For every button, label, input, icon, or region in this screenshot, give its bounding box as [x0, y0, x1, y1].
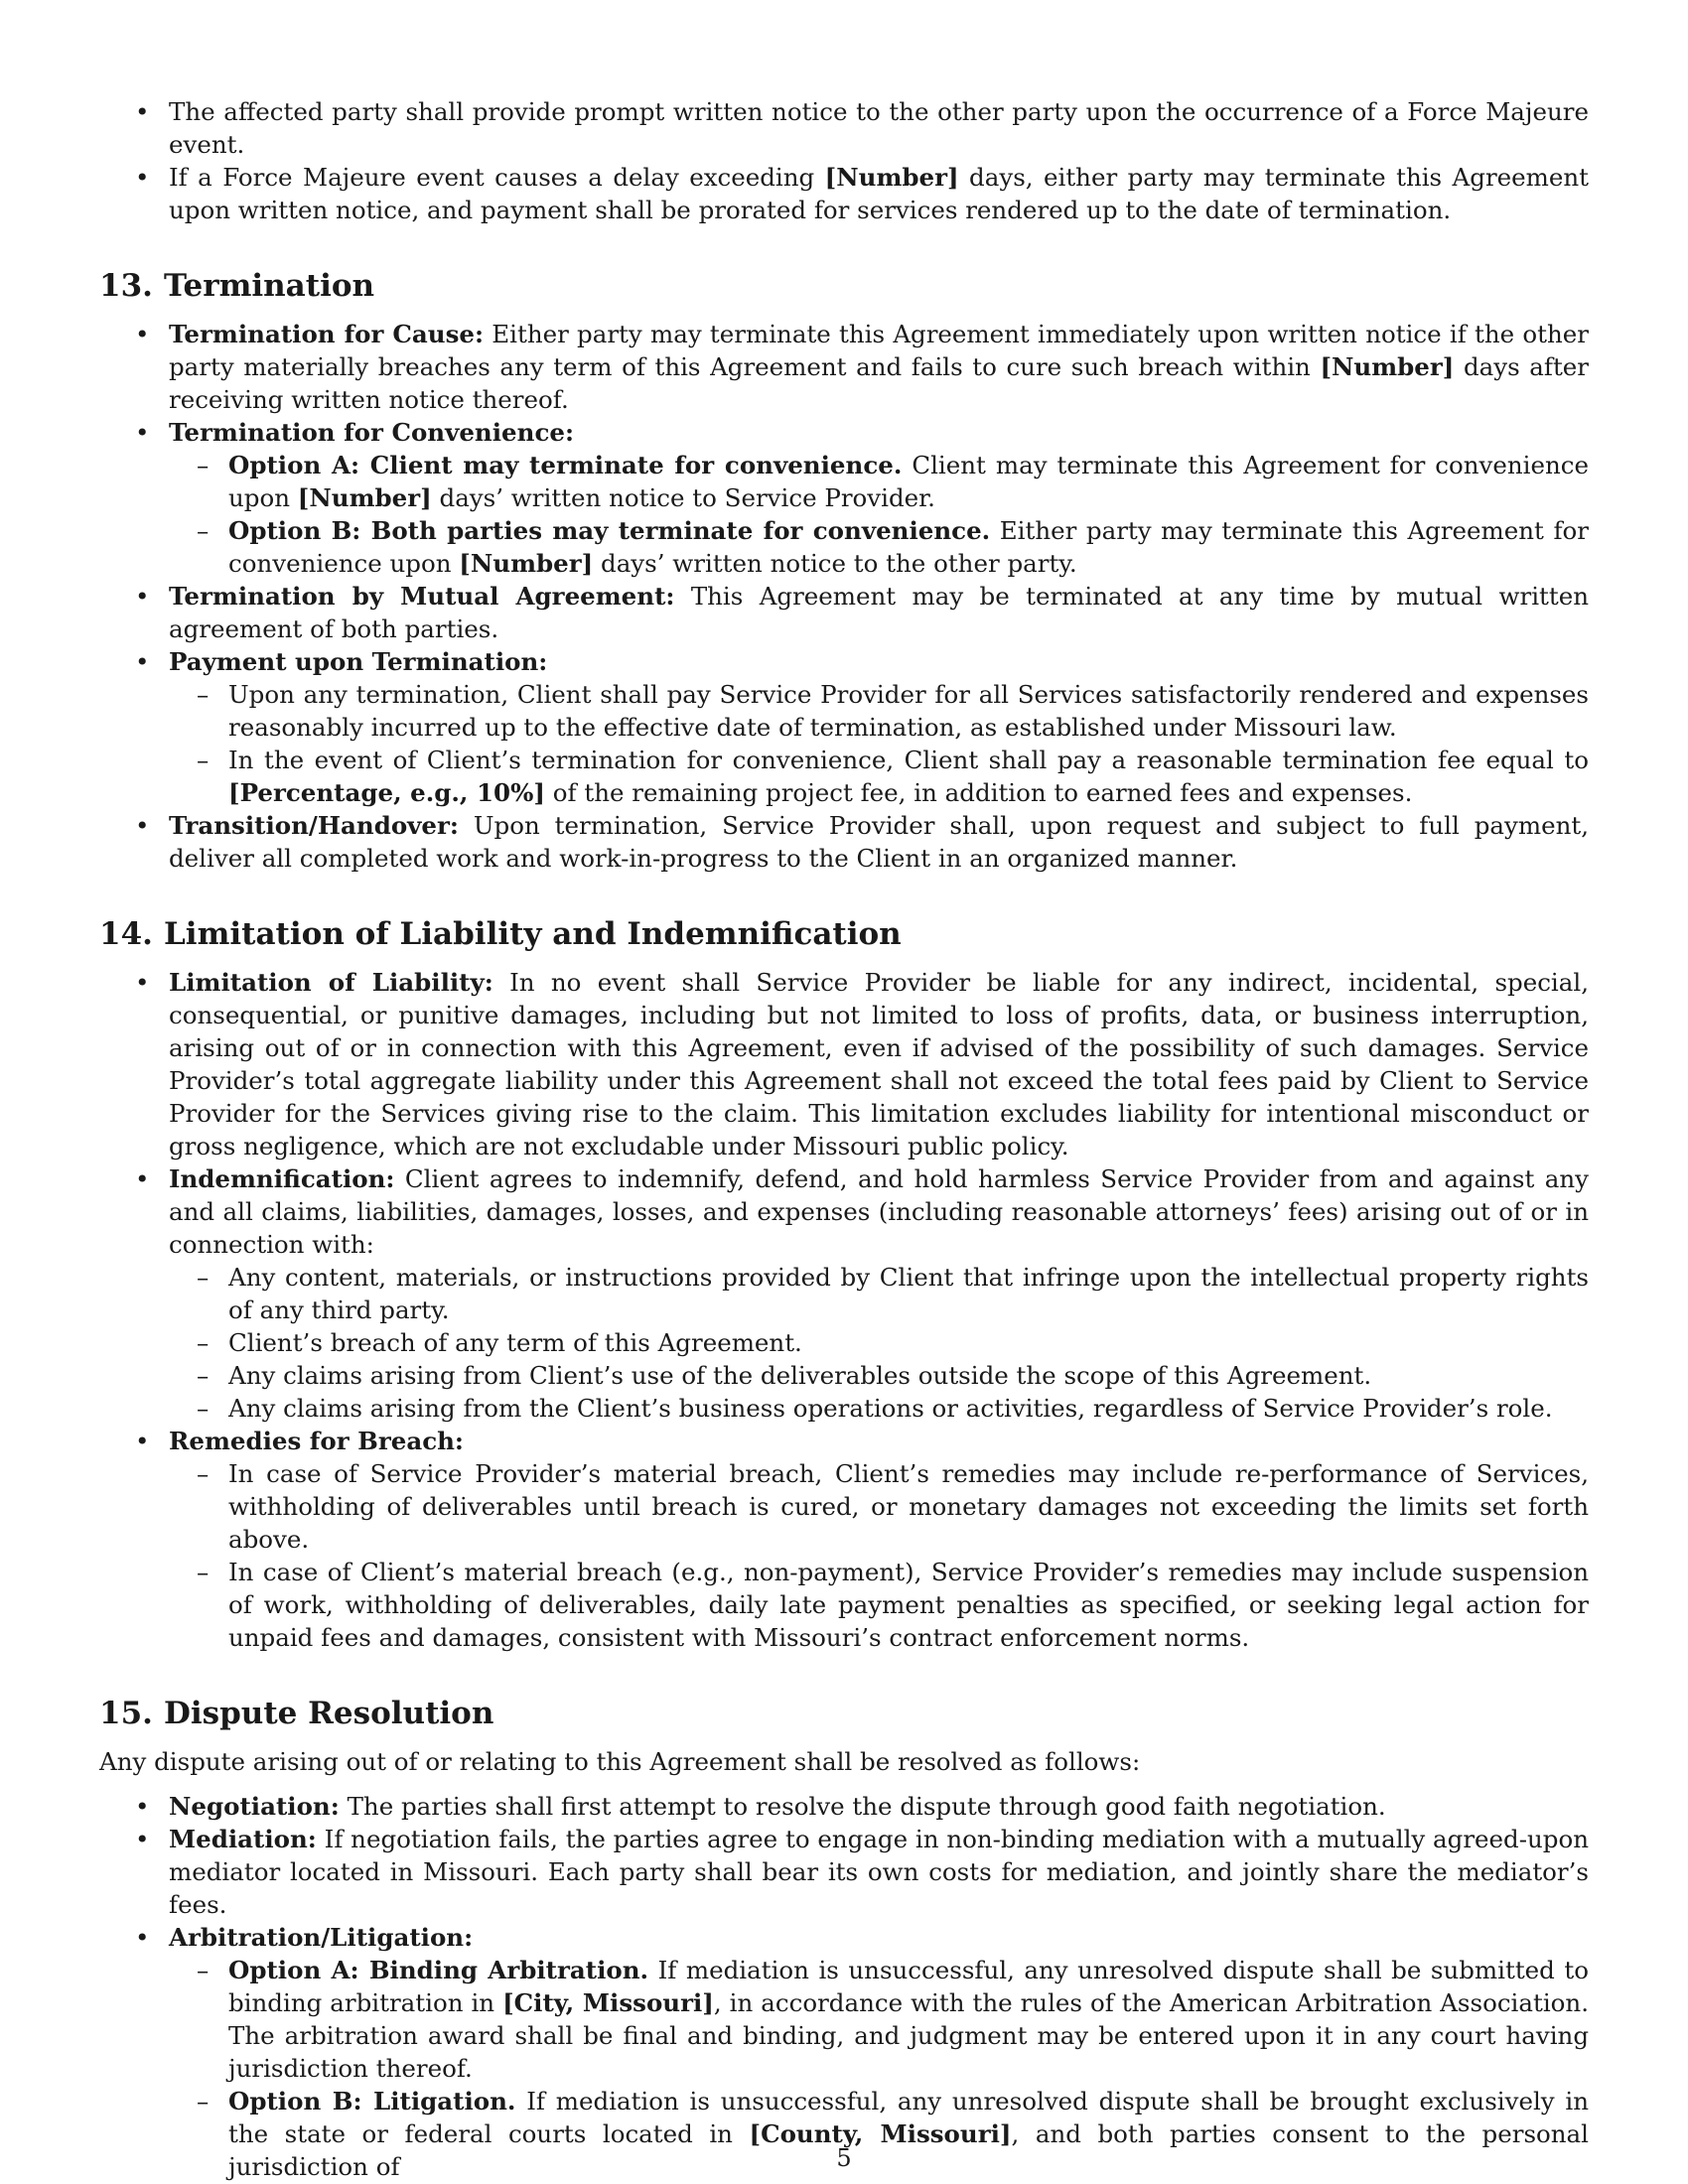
list-item: – Any claims arising from the Client’s business operations or activities, regardless of Service Provider’s role.: [169, 1392, 1589, 1425]
list-item: • If a Force Majeure event causes a delay exceeding [Number] days, either party may terminate this Agreement upon written notice, and payment shall be prorated for services rendered up to the date of termination.: [99, 161, 1589, 226]
section-heading-liability: 14. Limitation of Liability and Indemnification: [99, 916, 902, 952]
page-number: 5: [836, 2144, 852, 2172]
list-item: – Option B: Litigation. If mediation is unsuccessful, any unresolved dispute shall be brought exclusively in the state or federal courts located in [County, Missouri], and both parties consent to the personal jurisdiction of: [169, 2085, 1589, 2183]
list-item: – Option A: Client may terminate for convenience. Client may terminate this Agreement for convenience upon [Number] days’ written notice to Service Provider.: [169, 449, 1589, 514]
list-item: – Option B: Both parties may terminate for convenience. Either party may terminate this Agreement for convenience upon [Number] days’ written notice to the other party.: [169, 514, 1589, 580]
dispute-list: [99, 1790, 1589, 2183]
list-item: • Limitation of Liability: In no event shall Service Provider be liable for any indirect, incidental, special, consequential, or punitive damages, including but not limited to loss of profits, data, or business interruption, arising out of or in connection with this Agreement, even if advised of the possibility of such damages. Service Provider’s total aggregate liability under this Agreement shall not exceed the total fees paid by Client to Service Provider for the Services giving rise to the claim. This limitation excludes liability for intentional misconduct or gross negligence, which are not excludable under Missouri public policy.: [99, 966, 1589, 1162]
liability-list: [99, 966, 1589, 1654]
list-item: • Negotiation: The parties shall first attempt to resolve the dispute through good faith negotiation.: [99, 1790, 1589, 1823]
list-item: • Mediation: If negotiation fails, the parties agree to engage in non-binding mediation with a mutually agreed-upon mediator located in Missouri. Each party shall bear its own costs for mediation, and jointly share the mediator’s fees.: [99, 1823, 1589, 1921]
placeholder-number: [Number]: [297, 483, 432, 512]
list-item: • Indemnification: Client agrees to indemnify, defend, and hold harmless Service Provider from and against any and all claims, liabilities, damages, losses, and expenses (including reasonable attorneys’ fees) arising out of or in connection with: – Any content, materials, or instructions provided by Client that infringe upon the intellectual property rights of any third party. – Client’s breach of any term of this Agreement. – Any claims arising from Client’s use of the deliverables outside the scope of this Agreement. – Any claims arising from the Client’s business operations or activities, regardless of Service Provider’s role.: [99, 1162, 1589, 1425]
placeholder-city: [City, Missouri]: [502, 1988, 714, 2017]
section-heading-dispute: 15. Dispute Resolution: [99, 1696, 494, 1731]
list-item: – In case of Service Provider’s material breach, Client’s remedies may include re-performance of Services, withholding of deliverables until breach is cured, or monetary damages not exceeding the limits set forth above.: [169, 1457, 1589, 1556]
list-item: – Any content, materials, or instructions provided by Client that infringe upon the intellectual property rights of any third party.: [169, 1261, 1589, 1326]
list-item: – Client’s breach of any term of this Agreement.: [169, 1326, 1589, 1359]
remedies-items: [169, 1457, 1589, 1654]
placeholder-number: [Number]: [1320, 352, 1455, 381]
convenience-options: [169, 449, 1589, 580]
force-majeure-bullets: [99, 95, 1589, 226]
placeholder-number: [Number]: [824, 163, 959, 192]
list-item: • Termination by Mutual Agreement: This Agreement may be terminated at any time by mutual written agreement of both parties.: [99, 580, 1589, 645]
payment-items: [169, 678, 1589, 809]
list-item: – Any claims arising from Client’s use of the deliverables outside the scope of this Agreement.: [169, 1359, 1589, 1392]
list-item: • Arbitration/Litigation: – Option A: Binding Arbitration. If mediation is unsuccessful, any unresolved dispute shall be submitted to binding arbitration in [City, Missouri], in accordance with the rules of the American Arbitration Association. The arbitration award shall be final and binding, and judgment may be entered upon it in any court having jurisdiction thereof. – Option B: Litigation. If mediation is unsuccessful, any unresolved dispute shall be brought exclusively in the state or federal courts located in [County, Missouri], and both parties consent to the personal jurisdiction of: [99, 1921, 1589, 2183]
list-item: – Option A: Binding Arbitration. If mediation is unsuccessful, any unresolved dispute shall be submitted to binding arbitration in [City, Missouri], in accordance with the rules of the American Arbitration Association. The arbitration award shall be final and binding, and judgment may be entered upon it in any court having jurisdiction thereof.: [169, 1954, 1589, 2085]
placeholder-county: [County, Missouri]: [749, 2119, 1012, 2148]
list-item: – In case of Client’s material breach (e.g., non-payment), Service Provider’s remedies may include suspension of work, withholding of deliverables, daily late payment penalties as specified, or seeking legal action for unpaid fees and damages, consistent with Missouri’s contract enforcement norms.: [169, 1556, 1589, 1654]
indemnification-items: [169, 1261, 1589, 1425]
list-item: – In the event of Client’s termination for convenience, Client shall pay a reasonable termination fee equal to [Percentage, e.g., 10%] of the remaining project fee, in addition to earned fees and expenses.: [169, 744, 1589, 809]
list-item: – Upon any termination, Client shall pay Service Provider for all Services satisfactorily rendered and expenses reasonably incurred up to the effective date of termination, as established under Missouri law.: [169, 678, 1589, 744]
list-item: • Remedies for Breach: – In case of Service Provider’s material breach, Client’s remedies may include re-performance of Services, withholding of deliverables until breach is cured, or monetary damages not exceeding the limits set forth above. – In case of Client’s material breach (e.g., non-payment), Service Provider’s remedies may include suspension of work, withholding of deliverables, daily late payment penalties as specified, or seeking legal action for unpaid fees and damages, consistent with Missouri’s contract enforcement norms.: [99, 1425, 1589, 1654]
page-content: [99, 95, 1589, 2183]
list-item: • Termination for Cause: Either party may terminate this Agreement immediately upon written notice if the other party materially breaches any term of this Agreement and fails to cure such breach within [Number] days after receiving written notice thereof.: [99, 318, 1589, 416]
placeholder-number: [Number]: [459, 549, 594, 578]
section-heading-termination: 13. Termination: [99, 268, 375, 304]
list-item: • Payment upon Termination: – Upon any termination, Client shall pay Service Provider for all Services satisfactorily rendered and expenses reasonably incurred up to the effective date of termination, as established under Missouri law. – In the event of Client’s termination for convenience, Client shall pay a reasonable termination fee equal to [Percentage, e.g., 10%] of the remaining project fee, in addition to earned fees and expenses.: [99, 645, 1589, 809]
termination-list: [99, 318, 1589, 875]
list-item: • The affected party shall provide prompt written notice to the other party upon the occurrence of a Force Majeure event.: [99, 95, 1589, 161]
list-item: • Termination for Convenience: – Option A: Client may terminate for convenience. Client may terminate this Agreement for convenience upon [Number] days’ written notice to Service Provider. – Option B: Both parties may terminate for convenience. Either party may terminate this Agreement for convenience upon [Number] days’ written notice to the other party.: [99, 416, 1589, 580]
list-item: • Transition/Handover: Upon termination, Service Provider shall, upon request and subject to full payment, deliver all completed work and work-in-progress to the Client in an organized manner.: [99, 809, 1589, 875]
placeholder-percentage: [Percentage, e.g., 10%]: [228, 778, 545, 807]
dispute-intro: Any dispute arising out of or relating to this Agreement shall be resolved as follows:: [99, 1747, 1141, 1776]
